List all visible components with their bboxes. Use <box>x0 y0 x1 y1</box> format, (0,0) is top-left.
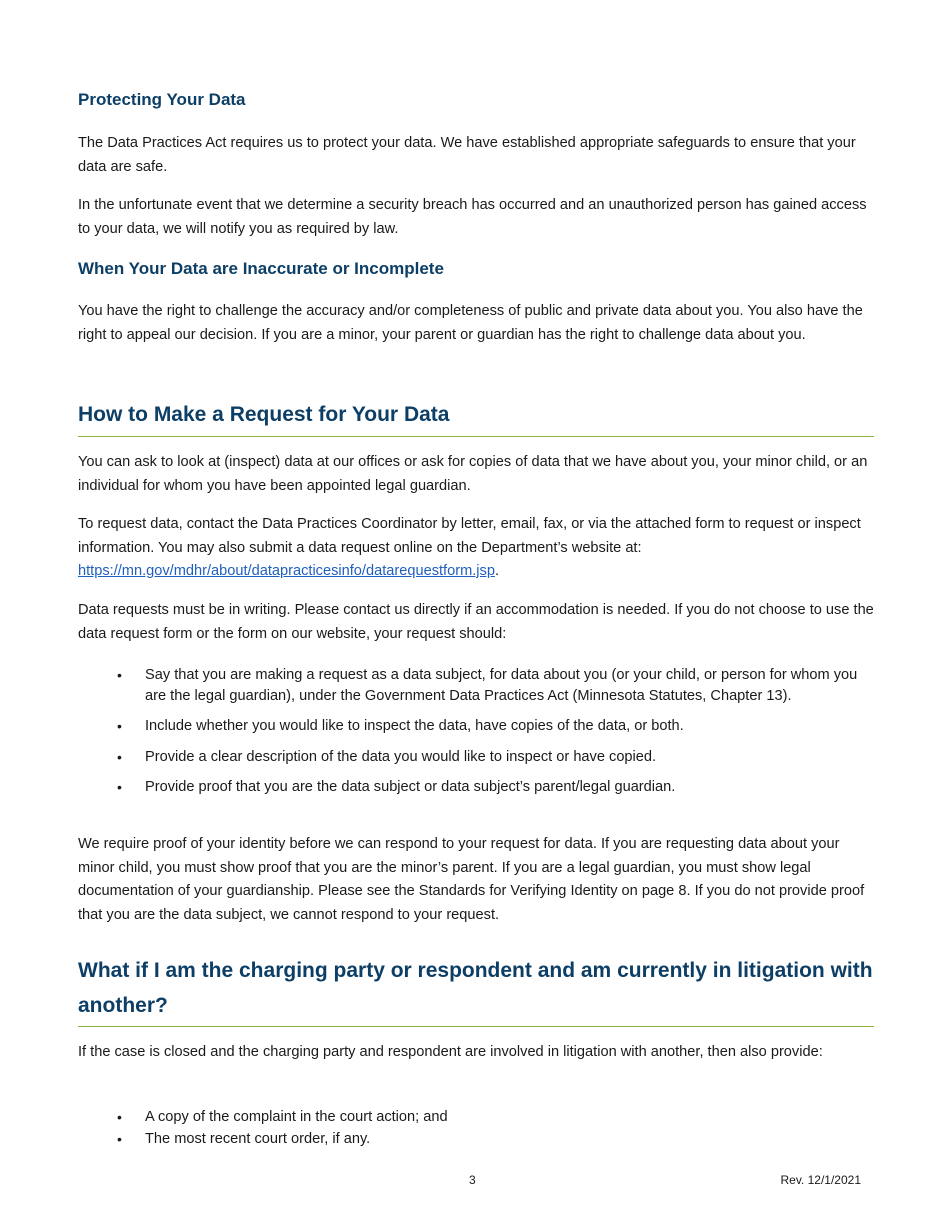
request-requirements-list <box>78 665 874 798</box>
revision-date: Rev. 12/1/2021 <box>780 1173 861 1187</box>
list-item <box>78 1107 874 1128</box>
list-item <box>78 1129 874 1150</box>
list-item <box>78 716 874 737</box>
list-item <box>78 747 874 768</box>
section-divider <box>78 436 874 437</box>
list-item-text: Include whether you would like to inspect the data, have copies of the data, or both. <box>145 718 684 734</box>
heading-inaccurate-data: When Your Data are Inaccurate or Incomplete <box>78 259 444 278</box>
section-divider <box>78 1026 874 1027</box>
paragraph-request-4: We require proof of your identity before we can respond to your request for data. If you are requesting data about your minor child, you must show proof that you are the minor’s parent. If you are a legal guardian, you must show legal documentation of your guardianship. Please see the Standards for Verifying Identity on page 8. If you do not provide proof that you are the data subject, we cannot respond to your request. <box>78 836 865 923</box>
heading-litigation: What if I am the charging party or respondent and am currently in litigation with another? <box>78 959 873 1017</box>
page-number: 3 <box>469 1173 476 1187</box>
list-item-text: A copy of the complaint in the court action; and <box>145 1109 448 1125</box>
paragraph-request-2 <box>78 513 874 584</box>
paragraph-protecting-2: In the unfortunate event that we determine a security breach has occurred and an unauthorized person has gained access to your data, we will notify you as required by law. <box>78 197 867 237</box>
bullet-icon: • <box>117 1130 122 1147</box>
bullet-icon: • <box>117 667 122 683</box>
list-item <box>78 777 874 798</box>
paragraph-request-1: You can ask to look at (inspect) data at our offices or ask for copies of data that we have about you, your minor child, or an individual for whom you have been appointed legal guardian. <box>78 454 868 494</box>
bullet-icon: • <box>117 1109 122 1125</box>
list-item-text: Say that you are making a request as a data subject, for data about you (or your child, or person for whom you are the legal guardian), under the Government Data Practices Act (Minnesota Statutes, Chapter 13). <box>145 667 858 704</box>
list-item-text: The most recent court order, if any. <box>145 1130 371 1147</box>
heading-protecting-your-data: Protecting Your Data <box>78 90 246 109</box>
data-request-form-link[interactable]: https://mn.gov/mdhr/about/datapracticesinfo/datarequestform.jsp <box>78 563 495 579</box>
list-item <box>78 665 874 706</box>
litigation-list <box>78 1107 874 1149</box>
paragraph-request-2-end: . <box>494 563 500 579</box>
heading-make-request: How to Make a Request for Your Data <box>78 403 450 426</box>
paragraph-protecting-1: The Data Practices Act requires us to protect your data. We have established appropriate safeguards to ensure that your data are safe. <box>78 135 856 175</box>
paragraph-inaccurate-1: You have the right to challenge the accuracy and/or completeness of public and private data about you. You also have the right to appeal our decision. If you are a minor, your parent or guardian has the right to challenge data about you. <box>78 303 863 343</box>
bullet-icon: • <box>117 748 122 765</box>
list-item-text: Provide a clear description of the data you would like to inspect or have copied. <box>145 748 657 765</box>
bullet-icon: • <box>117 779 122 795</box>
paragraph-litigation-1: If the case is closed and the charging party and respondent are involved in litigation with another, then also provide: <box>78 1044 823 1060</box>
paragraph-request-2-text: To request data, contact the Data Practices Coordinator by letter, email, fax, or via the attached form to request or inspect information. You may also submit a data request online on the Department’s website at: <box>78 516 861 556</box>
paragraph-request-3: Data requests must be in writing. Please contact us directly if an accommodation is needed. If you do not choose to use the data request form or the form on our website, your request should: <box>78 602 874 642</box>
list-item-text: Provide proof that you are the data subject or data subject’s parent/legal guardian. <box>145 779 676 795</box>
bullet-icon: • <box>117 718 122 734</box>
